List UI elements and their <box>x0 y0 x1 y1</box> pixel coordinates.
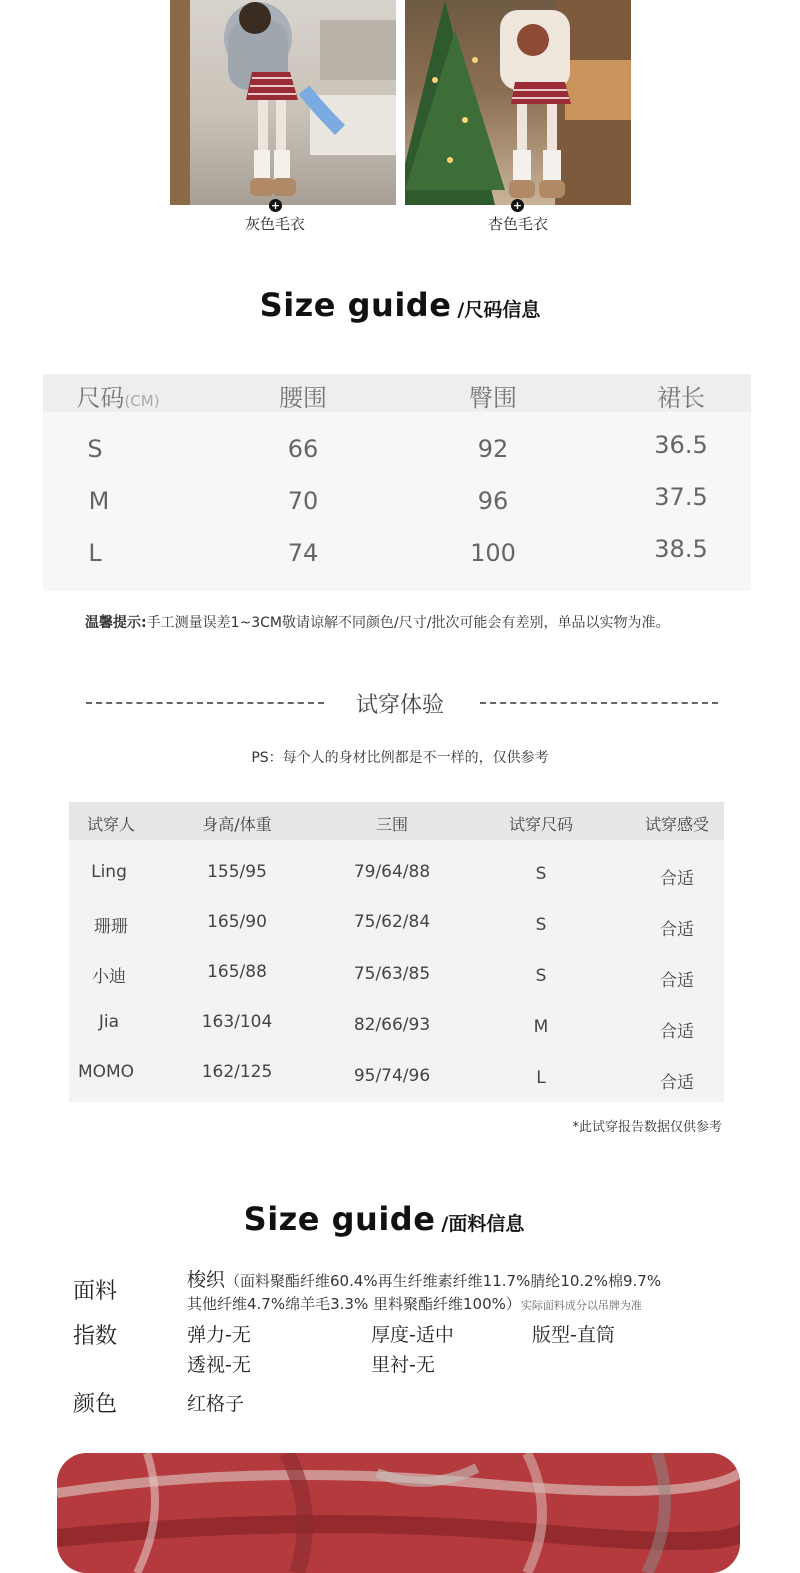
plus-icon: + <box>270 199 281 212</box>
size-cell: S <box>87 435 103 463</box>
size-guide-title-cn: /尺码信息 <box>457 299 541 321</box>
trial-cell: S <box>535 915 547 935</box>
trial-cell: 165/88 <box>207 962 267 982</box>
trial-cell: 79/64/88 <box>353 862 431 882</box>
trial-header-height-weight: 身高/体重 <box>202 815 272 834</box>
material-composition-2: 其他纤维4.7%绵羊毛3.3% 里料聚酯纤维100%） <box>187 1295 521 1313</box>
trial-cell: 162/125 <box>201 1062 273 1082</box>
size-cell: 66 <box>287 435 319 463</box>
apricot-sweater-caption: 杏色毛衣 <box>487 215 548 233</box>
trial-cell: 合适 <box>660 1022 694 1042</box>
gray-sweater-caption: 灰色毛衣 <box>244 215 305 233</box>
size-cell: 92 <box>477 435 509 463</box>
size-cell: 37.5 <box>654 483 708 511</box>
trial-ps-note: PS：每个人的身材比例都是不一样的，仅供参考 <box>251 750 549 766</box>
size-header-waist: 腰围 <box>279 384 327 412</box>
trial-cell: 珊珊 <box>94 917 128 937</box>
plaid-fabric-swatch <box>57 1453 740 1573</box>
material-line-2 <box>187 1293 642 1314</box>
trial-cell: 合适 <box>660 971 694 991</box>
trial-cell: 95/74/96 <box>353 1066 431 1086</box>
trial-cell: S <box>535 864 547 884</box>
trial-cell: 155/95 <box>207 862 267 882</box>
size-cell: 74 <box>287 539 319 567</box>
index-lining: 里衬-无 <box>371 1354 435 1376</box>
trial-cell: 合适 <box>660 1073 694 1093</box>
color-label: 颜色 <box>73 1392 118 1417</box>
material-composition-1: （面料聚酯纤维60.4%再生纤维素纤维11.7%腈纶10.2%棉9.7% <box>225 1272 662 1290</box>
size-unit: (CM) <box>124 392 160 410</box>
trial-cell: 75/63/85 <box>353 964 431 984</box>
size-cell: L <box>88 539 102 567</box>
trial-cell: 75/62/84 <box>353 912 431 932</box>
trial-table <box>69 802 724 1102</box>
material-note: 实际面料成分以吊牌为准 <box>520 1299 642 1312</box>
index-label: 指数 <box>73 1324 118 1349</box>
measurement-tip <box>85 612 669 632</box>
tip-text: 手工测量误差1~3CM敬请谅解不同颜色/尺寸/批次可能会有差别，单品以实物为准。 <box>146 615 670 631</box>
index-fit: 版型-直筒 <box>532 1324 615 1346</box>
color-value: 红格子 <box>187 1393 245 1415</box>
fabric-guide-title <box>0 1200 784 1238</box>
size-header-size: 尺码(CM) <box>76 384 160 412</box>
size-guide-title-en: Size guide <box>259 286 452 324</box>
trial-cell: M <box>533 1017 549 1037</box>
size-cell: 96 <box>477 487 509 515</box>
trial-header-measurements: 三围 <box>375 815 408 834</box>
gray-sweater-photo <box>170 0 396 205</box>
material-name: 梭织 <box>187 1269 226 1291</box>
size-cell: 70 <box>287 487 319 515</box>
trial-cell: 82/66/93 <box>353 1015 431 1035</box>
trial-cell: Jia <box>98 1012 120 1032</box>
apricot-sweater-photo <box>405 0 631 205</box>
size-guide-title <box>0 286 800 324</box>
size-table <box>43 374 751 591</box>
fabric-guide-title-cn: /面料信息 <box>441 1213 525 1235</box>
material-label: 面料 <box>73 1279 118 1304</box>
material-line-1 <box>187 1265 661 1292</box>
trial-disclaimer: *此试穿报告数据仅供参考 <box>572 1120 722 1135</box>
trial-cell: 合适 <box>660 920 694 940</box>
trial-header-feeling: 试穿感受 <box>644 815 709 834</box>
index-sheerness: 透视-无 <box>187 1354 251 1376</box>
trial-cell: 小迪 <box>92 967 126 987</box>
index-elasticity: 弹力-无 <box>187 1324 251 1346</box>
trial-cell: S <box>535 966 547 986</box>
trial-cell: 合适 <box>660 869 694 889</box>
trial-cell: Ling <box>91 862 127 882</box>
fabric-guide-title-en: Size guide <box>243 1200 436 1238</box>
trial-cell: 163/104 <box>201 1012 273 1032</box>
trial-header-person: 试穿人 <box>86 815 135 834</box>
index-thickness: 厚度-适中 <box>371 1324 454 1346</box>
trial-cell: MOMO <box>77 1062 135 1082</box>
plus-icon: + <box>512 199 523 212</box>
trial-header-size: 试穿尺码 <box>508 815 573 834</box>
size-header-hip: 臀围 <box>469 384 517 412</box>
trial-cell: 165/90 <box>207 912 267 932</box>
size-header-length: 裙长 <box>657 384 705 412</box>
size-cell: 36.5 <box>654 431 708 459</box>
tip-label: 温馨提示: <box>85 615 147 631</box>
size-cell: M <box>88 487 110 515</box>
trial-cell: L <box>536 1068 546 1088</box>
trial-section-title: 试穿体验 <box>355 693 444 718</box>
size-cell: 100 <box>470 539 516 567</box>
size-cell: 38.5 <box>654 535 708 563</box>
